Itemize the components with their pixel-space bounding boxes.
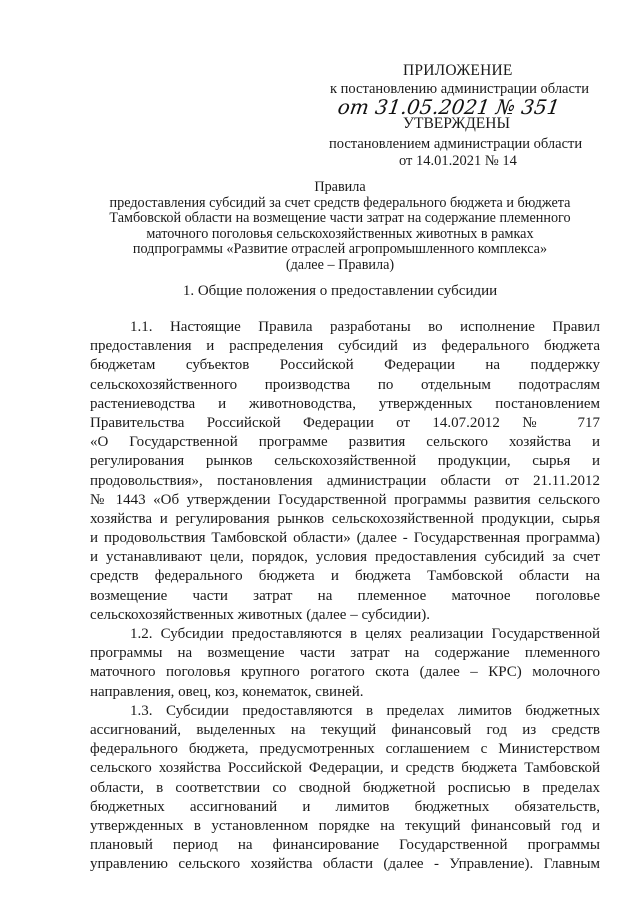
body-line: области, в соответствии со сводной бюджетной росписью в пределах (90, 779, 600, 796)
approved-by: постановлением администрации области (329, 136, 583, 152)
body-line: программы на возмещение части затрат на содержание племенного (90, 645, 600, 662)
body-line: и устанавливают цели, порядок, условия предоставления субсидий за счет (90, 549, 600, 566)
body-line: направления, овец, коз, конематок, свиней. (90, 683, 364, 700)
body-line: «О Государственной программе развития сельского хозяйства и (90, 434, 600, 451)
appendix-title: ПРИЛОЖЕНИЕ (403, 62, 513, 79)
body-text (90, 318, 600, 874)
body-line: ассигнований, выделенных на текущий финансовый год из средств (90, 721, 600, 738)
body-line: № 1443 «Об утверждении Государственной программы развития сельского (90, 491, 600, 508)
body-line: 1.1. Настоящие Правила разработаны во исполнение Правил (130, 319, 600, 335)
body-line: сельского хозяйства Российской Федерации, и средств бюджета Тамбовской (90, 760, 600, 777)
body-line: продовольствия», постановления администрации области от 21.11.2012 (90, 472, 600, 489)
title-line: Правила (314, 179, 366, 195)
body-line: сельскохозяйственного производства по отдельным подотраслям (90, 376, 600, 393)
body-line: и продовольствия Тамбовской области» (далее - Государственная программа) (90, 530, 600, 547)
body-line: растениеводства и животноводства, утвержденных постановлением (90, 395, 600, 412)
title-line: подпрограммы «Развитие отраслей агропромышленного комплекса» (132, 241, 548, 257)
handwritten-date-number: от 31.05.2021 № 351 (336, 95, 562, 119)
body-line: 1.2. Субсидии предоставляются в целях реализации Государственной (130, 626, 600, 642)
document-title (60, 180, 620, 273)
body-line: бюджетных ассигнований и лимитов бюджетных обязательств, (90, 798, 600, 815)
body-line: регулирования рынков сельскохозяйственной продукции, сырья и (90, 453, 600, 470)
approved-title: УТВЕРЖДЕНЫ (403, 115, 510, 132)
body-line: утвержденных в установленном порядке на текущий финансовый год и (90, 817, 600, 834)
body-line: возмещение части затрат на племенное маточное поголовье (90, 587, 600, 604)
body-line: Правительства Российской Федерации от 14.07.2012 № 717 (90, 414, 600, 431)
body-line: предоставления и распределения субсидий из федерального бюджета (90, 338, 600, 355)
section-heading: 1. Общие положения о предоставлении субсидии (182, 283, 498, 299)
body-line: управлению сельского хозяйства области (далее - Управление). Главным (90, 856, 600, 873)
body-line: средств федерального бюджета и бюджета Тамбовской области на (90, 568, 600, 585)
body-line: хозяйства и регулирования рынков сельскохозяйственной продукции, сырья (90, 510, 600, 527)
title-line: Тамбовской области на возмещение части затрат на содержание племенного (109, 210, 571, 226)
approved-date: от 14.01.2021 № 14 (399, 153, 517, 169)
body-line: бюджетам субъектов Российской Федерации на поддержку (90, 357, 600, 374)
title-line: маточного поголовья сельскохозяйственных животных в рамках (146, 225, 534, 242)
body-line: 1.3. Субсидии предоставляются в пределах лимитов бюджетных (130, 702, 600, 719)
body-line: плановый период на финансирование Государственной программы (90, 837, 600, 854)
title-line: (далее – Правила) (285, 256, 395, 273)
body-line: маточного поголовья крупного рогатого скота (далее – КРС) молочного (90, 664, 600, 681)
body-line: сельскохозяйственных животных (далее – субсидии). (90, 606, 430, 623)
title-line: предоставления субсидий за счет средств федерального бюджета и бюджета (109, 194, 571, 211)
appendix-reference: к постановлению администрации области (330, 81, 590, 97)
body-line: федерального бюджета, предусмотренных соглашением с Министерством (90, 741, 600, 758)
